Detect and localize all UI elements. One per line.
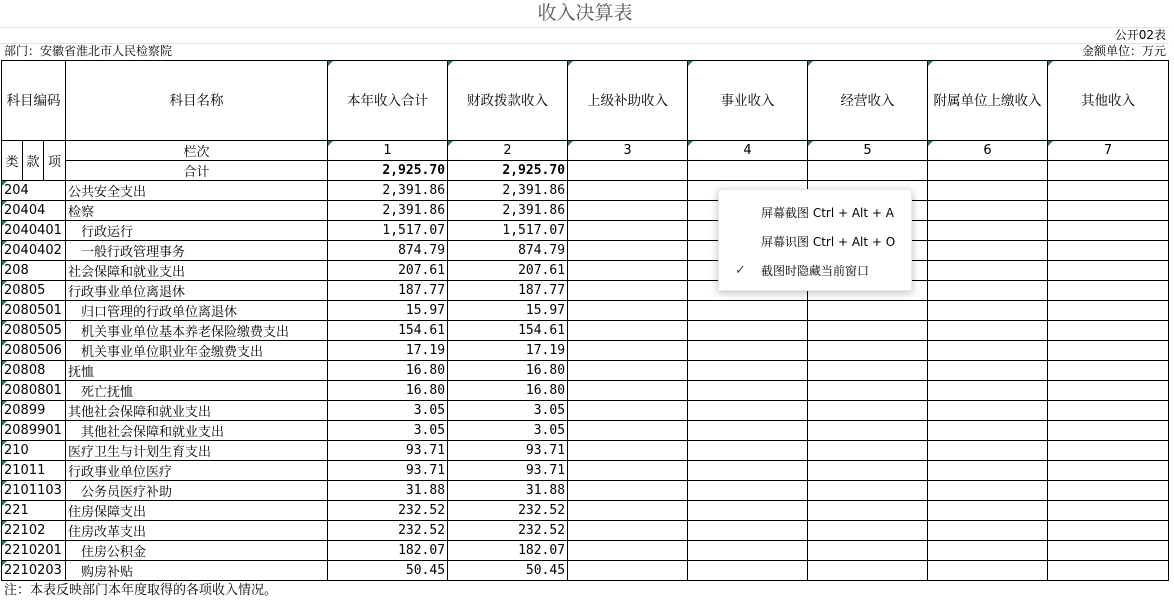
- header-code[interactable]: 科目编码: [2, 61, 66, 141]
- menu-item-label: 屏幕截图 Ctrl + Alt + A: [761, 206, 894, 220]
- check-icon: ✓: [735, 263, 746, 278]
- cell-code[interactable]: 2101103: [2, 481, 66, 501]
- cell-empty[interactable]: [928, 501, 1048, 521]
- cell-total-income[interactable]: 1,517.07: [328, 221, 448, 241]
- department-label: 部门：安徽省淮北市人民检察院: [4, 44, 173, 58]
- header-lei[interactable]: 类: [2, 141, 23, 181]
- cell-total-income[interactable]: 232.52: [328, 521, 448, 541]
- cell-name[interactable]: 公共安全支出: [66, 181, 328, 201]
- table-number: 公开02表: [1114, 28, 1166, 42]
- table-row: [2, 361, 1169, 381]
- cell-code[interactable]: 2080801: [2, 381, 66, 401]
- cell-total-income[interactable]: 16.80: [328, 361, 448, 381]
- cell-name[interactable]: 医疗卫生与计划生育支出: [66, 441, 328, 461]
- cell-empty[interactable]: [568, 181, 688, 201]
- cell-empty[interactable]: [568, 541, 688, 561]
- cell-fiscal-income[interactable]: 16.80: [448, 381, 568, 401]
- table-row: [2, 261, 1169, 281]
- context-menu: [718, 189, 912, 291]
- cell-empty[interactable]: [1048, 441, 1169, 461]
- cell-empty[interactable]: [688, 341, 808, 361]
- menu-item-screenshot[interactable]: [719, 202, 911, 224]
- cell-empty[interactable]: [1048, 501, 1169, 521]
- cell-total-income[interactable]: 207.61: [328, 261, 448, 281]
- col-num-4[interactable]: 4: [688, 141, 808, 161]
- table-row: [2, 281, 1169, 301]
- cell-empty[interactable]: [568, 261, 688, 281]
- table-row: [2, 401, 1169, 421]
- cell-fiscal-income[interactable]: 187.77: [448, 281, 568, 301]
- income-table: [1, 60, 1169, 581]
- cell-fiscal-income[interactable]: 2,391.86: [448, 201, 568, 221]
- col-num-5[interactable]: 5: [808, 141, 928, 161]
- header-col-6[interactable]: 附属单位上缴收入: [928, 61, 1048, 141]
- cell-empty[interactable]: [1048, 301, 1169, 321]
- cell-total-income[interactable]: 2,391.86: [328, 201, 448, 221]
- cell-empty[interactable]: [568, 421, 688, 441]
- cell-code[interactable]: 20404: [2, 201, 66, 221]
- cell-empty[interactable]: [688, 541, 808, 561]
- table-row: [2, 481, 1169, 501]
- cell-code[interactable]: 21011: [2, 461, 66, 481]
- cell-empty[interactable]: [568, 381, 688, 401]
- menu-item-hide-window[interactable]: [719, 260, 911, 282]
- cell-empty[interactable]: [808, 381, 928, 401]
- table-row: [2, 341, 1169, 361]
- header-row: [2, 61, 1169, 141]
- menu-item-label: 截图时隐藏当前窗口: [761, 264, 870, 278]
- cell-empty[interactable]: [688, 401, 808, 421]
- cell-total-income[interactable]: 154.61: [328, 321, 448, 341]
- table-row: [2, 321, 1169, 341]
- cell-fiscal-income[interactable]: 232.52: [448, 501, 568, 521]
- cell-empty[interactable]: [568, 561, 688, 581]
- cell-empty[interactable]: [808, 301, 928, 321]
- cell-empty[interactable]: [808, 421, 928, 441]
- cell-code[interactable]: 2080506: [2, 341, 66, 361]
- col-num-6[interactable]: 6: [928, 141, 1048, 161]
- cell-empty[interactable]: [568, 521, 688, 541]
- table-row: [2, 241, 1169, 261]
- cell-empty[interactable]: [1048, 181, 1169, 201]
- col-num-2[interactable]: 2: [448, 141, 568, 161]
- cell-empty[interactable]: [688, 441, 808, 461]
- cell-empty[interactable]: [808, 521, 928, 541]
- cell-name[interactable]: 机关事业单位职业年金缴费支出: [66, 341, 328, 361]
- header-col-7[interactable]: 其他收入: [1048, 61, 1169, 141]
- cell-fiscal-income[interactable]: 93.71: [448, 461, 568, 481]
- cell-empty[interactable]: [1048, 461, 1169, 481]
- cell-name[interactable]: 其他社会保障和就业支出: [66, 401, 328, 421]
- cell-name[interactable]: 一般行政管理事务: [66, 241, 328, 261]
- cell-empty[interactable]: [1048, 421, 1169, 441]
- cell-code[interactable]: 22102: [2, 521, 66, 541]
- cell-empty[interactable]: [808, 321, 928, 341]
- header-col-4[interactable]: 事业收入: [688, 61, 808, 141]
- cell-fiscal-income[interactable]: 16.80: [448, 361, 568, 381]
- total-row: [2, 161, 1169, 181]
- cell-empty[interactable]: [928, 221, 1048, 241]
- cell-code[interactable]: 20805: [2, 281, 66, 301]
- cell-empty[interactable]: [928, 381, 1048, 401]
- cell-fiscal-income[interactable]: 50.45: [448, 561, 568, 581]
- cell-total-income[interactable]: 93.71: [328, 441, 448, 461]
- total-c4[interactable]: [688, 161, 808, 181]
- header-name[interactable]: 科目名称: [66, 61, 328, 141]
- cell-empty[interactable]: [928, 201, 1048, 221]
- cell-fiscal-income[interactable]: 1,517.07: [448, 221, 568, 241]
- cell-empty[interactable]: [928, 401, 1048, 421]
- total-c2[interactable]: 2,925.70: [448, 161, 568, 181]
- grid-line: [0, 43, 1170, 44]
- total-label[interactable]: 合计: [66, 161, 328, 181]
- cell-empty[interactable]: [928, 421, 1048, 441]
- cell-code[interactable]: 20808: [2, 361, 66, 381]
- cell-empty[interactable]: [568, 401, 688, 421]
- cell-empty[interactable]: [808, 441, 928, 461]
- cell-empty[interactable]: [928, 261, 1048, 281]
- cell-code[interactable]: 2080505: [2, 321, 66, 341]
- header-kuan[interactable]: 款: [23, 141, 44, 181]
- cell-empty[interactable]: [1048, 481, 1169, 501]
- cell-empty[interactable]: [808, 361, 928, 381]
- cell-empty[interactable]: [568, 481, 688, 501]
- cell-total-income[interactable]: 31.88: [328, 481, 448, 501]
- table-row: [2, 501, 1169, 521]
- cell-name[interactable]: 死亡抚恤: [66, 381, 328, 401]
- window-edge: [1169, 0, 1174, 606]
- table-row: [2, 301, 1169, 321]
- table-row: [2, 421, 1169, 441]
- cell-empty[interactable]: [928, 301, 1048, 321]
- cell-fiscal-income[interactable]: 182.07: [448, 541, 568, 561]
- header-xiang[interactable]: 项: [44, 141, 66, 181]
- header-col-1[interactable]: 本年收入合计: [328, 61, 448, 141]
- cell-empty[interactable]: [1048, 361, 1169, 381]
- cell-empty[interactable]: [1048, 281, 1169, 301]
- cell-fiscal-income[interactable]: 31.88: [448, 481, 568, 501]
- cell-empty[interactable]: [688, 481, 808, 501]
- cell-total-income[interactable]: 16.80: [328, 381, 448, 401]
- cell-empty[interactable]: [928, 181, 1048, 201]
- cell-name[interactable]: 住房保障支出: [66, 501, 328, 521]
- cell-empty[interactable]: [928, 461, 1048, 481]
- cell-name[interactable]: 行政事业单位医疗: [66, 461, 328, 481]
- cell-empty[interactable]: [928, 281, 1048, 301]
- cell-empty[interactable]: [928, 361, 1048, 381]
- cell-total-income[interactable]: 3.05: [328, 401, 448, 421]
- table-row: [2, 521, 1169, 541]
- cell-empty[interactable]: [808, 561, 928, 581]
- cell-empty[interactable]: [1048, 401, 1169, 421]
- cell-name[interactable]: 购房补贴: [66, 561, 328, 581]
- cell-empty[interactable]: [1048, 561, 1169, 581]
- header-col-2[interactable]: 财政拨款收入: [448, 61, 568, 141]
- total-c1[interactable]: 2,925.70: [328, 161, 448, 181]
- cell-code[interactable]: 2089901: [2, 421, 66, 441]
- cell-empty[interactable]: [1048, 541, 1169, 561]
- cell-fiscal-income[interactable]: 17.19: [448, 341, 568, 361]
- table-row: [2, 181, 1169, 201]
- cell-empty[interactable]: [928, 521, 1048, 541]
- col-num-7[interactable]: 7: [1048, 141, 1169, 161]
- cell-total-income[interactable]: 15.97: [328, 301, 448, 321]
- cell-code[interactable]: 2210201: [2, 541, 66, 561]
- cell-empty[interactable]: [808, 541, 928, 561]
- table-row: [2, 461, 1169, 481]
- sheet-title: 收入决算表: [0, 0, 1170, 28]
- cell-total-income[interactable]: 50.45: [328, 561, 448, 581]
- cell-empty[interactable]: [1048, 261, 1169, 281]
- cell-empty[interactable]: [568, 281, 688, 301]
- cell-empty[interactable]: [928, 481, 1048, 501]
- cell-empty[interactable]: [1048, 321, 1169, 341]
- table-row: [2, 561, 1169, 581]
- cell-empty[interactable]: [808, 401, 928, 421]
- cell-total-income[interactable]: 187.77: [328, 281, 448, 301]
- amount-unit-label: 金额单位：万元: [1081, 44, 1166, 58]
- cell-code[interactable]: 204: [2, 181, 66, 201]
- cell-empty[interactable]: [1048, 521, 1169, 541]
- cell-empty[interactable]: [688, 321, 808, 341]
- cell-code[interactable]: 2210203: [2, 561, 66, 581]
- table-row: [2, 541, 1169, 561]
- cell-name[interactable]: 其他社会保障和就业支出: [66, 421, 328, 441]
- cell-empty[interactable]: [568, 241, 688, 261]
- cell-empty[interactable]: [568, 461, 688, 481]
- cell-fiscal-income[interactable]: 207.61: [448, 261, 568, 281]
- cell-empty[interactable]: [688, 521, 808, 541]
- cell-name[interactable]: 机关事业单位基本养老保险缴费支出: [66, 321, 328, 341]
- cell-empty[interactable]: [1048, 201, 1169, 221]
- header-col-5[interactable]: 经营收入: [808, 61, 928, 141]
- total-c6[interactable]: [928, 161, 1048, 181]
- table-row: [2, 201, 1169, 221]
- cell-empty[interactable]: [688, 301, 808, 321]
- cell-name[interactable]: 住房公积金: [66, 541, 328, 561]
- header-lanci[interactable]: 栏次: [66, 141, 328, 161]
- table-row: [2, 221, 1169, 241]
- cell-empty[interactable]: [688, 381, 808, 401]
- cell-empty[interactable]: [568, 341, 688, 361]
- cell-code[interactable]: 210: [2, 441, 66, 461]
- total-c7[interactable]: [1048, 161, 1169, 181]
- menu-item-image-recognition[interactable]: [719, 231, 911, 253]
- cell-empty[interactable]: [568, 441, 688, 461]
- cell-total-income[interactable]: 232.52: [328, 501, 448, 521]
- cell-code[interactable]: 208: [2, 261, 66, 281]
- cell-total-income[interactable]: 17.19: [328, 341, 448, 361]
- cell-fiscal-income[interactable]: 2,391.86: [448, 181, 568, 201]
- cell-code[interactable]: 2040401: [2, 221, 66, 241]
- cell-empty[interactable]: [1048, 241, 1169, 261]
- table-row: [2, 381, 1169, 401]
- cell-code[interactable]: 20899: [2, 401, 66, 421]
- cell-empty[interactable]: [1048, 341, 1169, 361]
- cell-name[interactable]: 公务员医疗补助: [66, 481, 328, 501]
- cell-empty[interactable]: [1048, 221, 1169, 241]
- cell-fiscal-income[interactable]: 874.79: [448, 241, 568, 261]
- col-num-3[interactable]: 3: [568, 141, 688, 161]
- cell-name[interactable]: 归口管理的行政单位离退休: [66, 301, 328, 321]
- cell-empty[interactable]: [928, 321, 1048, 341]
- footnote: 注：本表反映部门本年度取得的各项收入情况。: [4, 583, 278, 598]
- cell-empty[interactable]: [808, 461, 928, 481]
- cell-empty[interactable]: [808, 501, 928, 521]
- cell-empty[interactable]: [928, 541, 1048, 561]
- cell-name[interactable]: 检察: [66, 201, 328, 221]
- cell-fiscal-income[interactable]: 15.97: [448, 301, 568, 321]
- cell-empty[interactable]: [568, 301, 688, 321]
- cell-fiscal-income[interactable]: 232.52: [448, 521, 568, 541]
- cell-empty[interactable]: [1048, 381, 1169, 401]
- cell-fiscal-income[interactable]: 154.61: [448, 321, 568, 341]
- cell-total-income[interactable]: 2,391.86: [328, 181, 448, 201]
- cell-empty[interactable]: [568, 201, 688, 221]
- cell-empty[interactable]: [688, 461, 808, 481]
- cell-empty[interactable]: [808, 481, 928, 501]
- cell-fiscal-income[interactable]: 93.71: [448, 441, 568, 461]
- cell-empty[interactable]: [568, 321, 688, 341]
- cell-fiscal-income[interactable]: 3.05: [448, 401, 568, 421]
- table-row: [2, 441, 1169, 461]
- cell-code[interactable]: 221: [2, 501, 66, 521]
- cell-empty[interactable]: [688, 561, 808, 581]
- cell-name[interactable]: 抚恤: [66, 361, 328, 381]
- cell-total-income[interactable]: 3.05: [328, 421, 448, 441]
- cell-empty[interactable]: [568, 501, 688, 521]
- total-c5[interactable]: [808, 161, 928, 181]
- total-c3[interactable]: [568, 161, 688, 181]
- col-num-1[interactable]: 1: [328, 141, 448, 161]
- cell-empty[interactable]: [928, 561, 1048, 581]
- cell-empty[interactable]: [688, 501, 808, 521]
- column-number-row: [2, 141, 1169, 161]
- menu-item-label: 屏幕识图 Ctrl + Alt + O: [761, 235, 896, 249]
- cell-name[interactable]: 住房改革支出: [66, 521, 328, 541]
- cell-name[interactable]: 行政运行: [66, 221, 328, 241]
- cell-total-income[interactable]: 93.71: [328, 461, 448, 481]
- cell-empty[interactable]: [688, 361, 808, 381]
- cell-total-income[interactable]: 874.79: [328, 241, 448, 261]
- cell-empty[interactable]: [928, 241, 1048, 261]
- cell-fiscal-income[interactable]: 3.05: [448, 421, 568, 441]
- cell-code[interactable]: 2040402: [2, 241, 66, 261]
- cell-total-income[interactable]: 182.07: [328, 541, 448, 561]
- cell-name[interactable]: 社会保障和就业支出: [66, 261, 328, 281]
- cell-empty[interactable]: [688, 421, 808, 441]
- cell-code[interactable]: 2080501: [2, 301, 66, 321]
- cell-name[interactable]: 行政事业单位离退休: [66, 281, 328, 301]
- cell-empty[interactable]: [568, 221, 688, 241]
- header-col-3[interactable]: 上级补助收入: [568, 61, 688, 141]
- cell-empty[interactable]: [928, 441, 1048, 461]
- cell-empty[interactable]: [808, 341, 928, 361]
- data-rows: [2, 181, 1169, 581]
- cell-empty[interactable]: [928, 341, 1048, 361]
- cell-empty[interactable]: [568, 361, 688, 381]
